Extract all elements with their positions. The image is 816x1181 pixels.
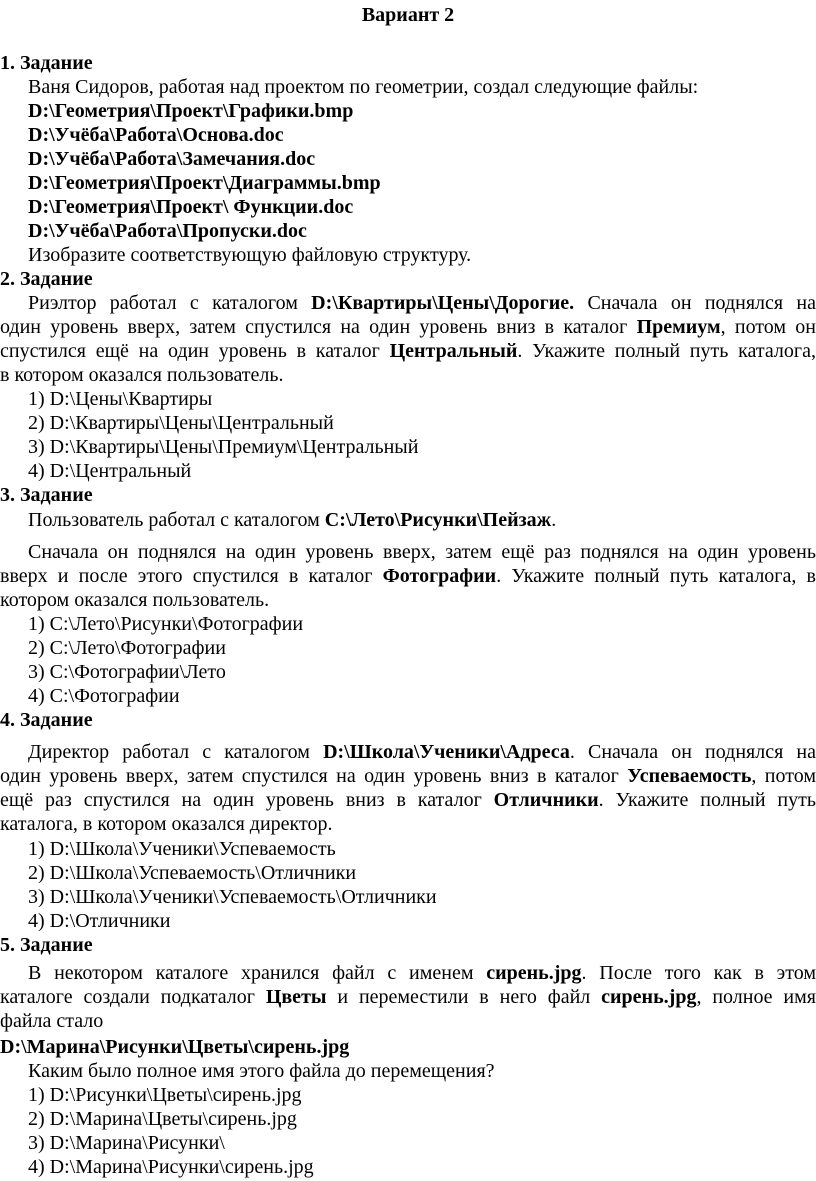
task1-file-4: D:\Геометрия\Проект\Диаграммы.bmp (28, 172, 381, 194)
task5-question: Каким было полное имя этого файла до перемещения? (28, 1060, 495, 1082)
task2-option-2: 2) D:\Квартиры\Цены\Центральный (28, 412, 334, 434)
task3-text-line-4: котором оказался пользователь. (0, 589, 270, 611)
task4-heading: 4. Задание (0, 709, 93, 731)
task4-option-4: 4) D:\Отличники (28, 910, 171, 932)
task3-option-2: 2) С:\Лето\Фотографии (28, 637, 226, 659)
task3-text-line-3: вверх и после этого спустился в каталог Фотографии. Укажите полный путь каталога, в (0, 565, 816, 587)
task5-heading: 5. Задание (0, 934, 93, 956)
task2-text-line-2: один уровень вверх, затем спустился на один уровень вниз в каталог Премиум, потом он (0, 316, 816, 338)
task1-file-5: D:\Геометрия\Проект\ Функции.doc (28, 196, 354, 218)
task4-text-line-1: Директор работал с каталогом D:\Школа\Ученики\Адреса. Сначала он поднялся на (28, 741, 816, 763)
task2-text-line-4: в котором оказался пользователь. (0, 364, 284, 386)
task3-heading: 3. Задание (0, 484, 93, 506)
task3-option-4: 4) С:\Фотографии (28, 685, 180, 707)
task2-option-4: 4) D:\Центральный (28, 460, 192, 482)
task4-text-line-4: каталога, в котором оказался директор. (0, 813, 333, 835)
task2-option-1: 1) D:\Цены\Квартиры (28, 388, 213, 410)
task1-file-1: D:\Геометрия\Проект\Графики.bmp (28, 100, 354, 122)
task2-text-line-3: спустился ещё на один уровень в каталог Центральный. Укажите полный путь каталога, (0, 340, 816, 362)
task3-option-1: 1) С:\Лето\Рисунки\Фотографии (28, 613, 304, 635)
task3-text-line-1: Пользователь работал с каталогом C:\Лето\Рисунки\Пейзаж. (28, 509, 557, 531)
task1-file-6: D:\Учёба\Работа\Пропуски.doc (28, 220, 307, 242)
task5-option-3: 3) D:\Марина\Рисунки\ (28, 1132, 225, 1154)
task4-text-line-2: один уровень вверх, затем спустился на один уровень вниз в каталог Успеваемость, потом (0, 765, 816, 787)
task1-instruction: Изобразите соответствующую файловую структуру. (28, 244, 472, 266)
task4-option-3: 3) D:\Школа\Ученики\Успеваемость\Отличники (28, 886, 437, 908)
task3-option-3: 3) С:\Фотографии\Лето (28, 661, 226, 683)
task1-intro: Ваня Сидоров, работая над проектом по геометрии, создал следующие файлы: (28, 76, 699, 98)
variant-title: Вариант 2 (361, 4, 455, 26)
task4-option-1: 1) D:\Школа\Ученики\Успеваемость (28, 838, 336, 860)
task5-option-2: 2) D:\Марина\Цветы\сирень.jpg (28, 1108, 297, 1130)
task3-text-line-2: Сначала он поднялся на один уровень вверх, затем ещё раз поднялся на один уровень (28, 541, 816, 563)
task2-option-3: 3) D:\Квартиры\Цены\Премиум\Центральный (28, 436, 419, 458)
task5-text-line-2: каталоге создали подкаталог Цветы и переместили в него файл сирень.jpg, полное имя (0, 986, 816, 1008)
task1-file-2: D:\Учёба\Работа\Основа.doc (28, 124, 284, 146)
task4-text-line-3: ещё раз спустился на один уровень вниз в каталог Отличники. Укажите полный путь (0, 789, 816, 811)
task2-text-line-1: Риэлтор работал с каталогом D:\Квартиры\Цены\Дорогие. Сначала он поднялся на (28, 292, 816, 314)
task5-option-1: 1) D:\Рисунки\Цветы\сирень.jpg (28, 1084, 302, 1106)
task2-heading: 2. Задание (0, 268, 93, 290)
task5-option-4: 4) D:\Марина\Рисунки\сирень.jpg (28, 1156, 314, 1178)
task5-text-line-3: файла стало (0, 1010, 104, 1032)
task1-heading: 1. Задание (0, 52, 93, 74)
task5-result-path: D:\Марина\Рисунки\Цветы\сирень.jpg (0, 1036, 350, 1058)
task1-file-3: D:\Учёба\Работа\Замечания.doc (28, 148, 316, 170)
task5-text-line-1: В некотором каталоге хранился файл с именем сирень.jpg. После того как в этом (28, 962, 816, 984)
task4-option-2: 2) D:\Школа\Успеваемость\Отличники (28, 862, 357, 884)
